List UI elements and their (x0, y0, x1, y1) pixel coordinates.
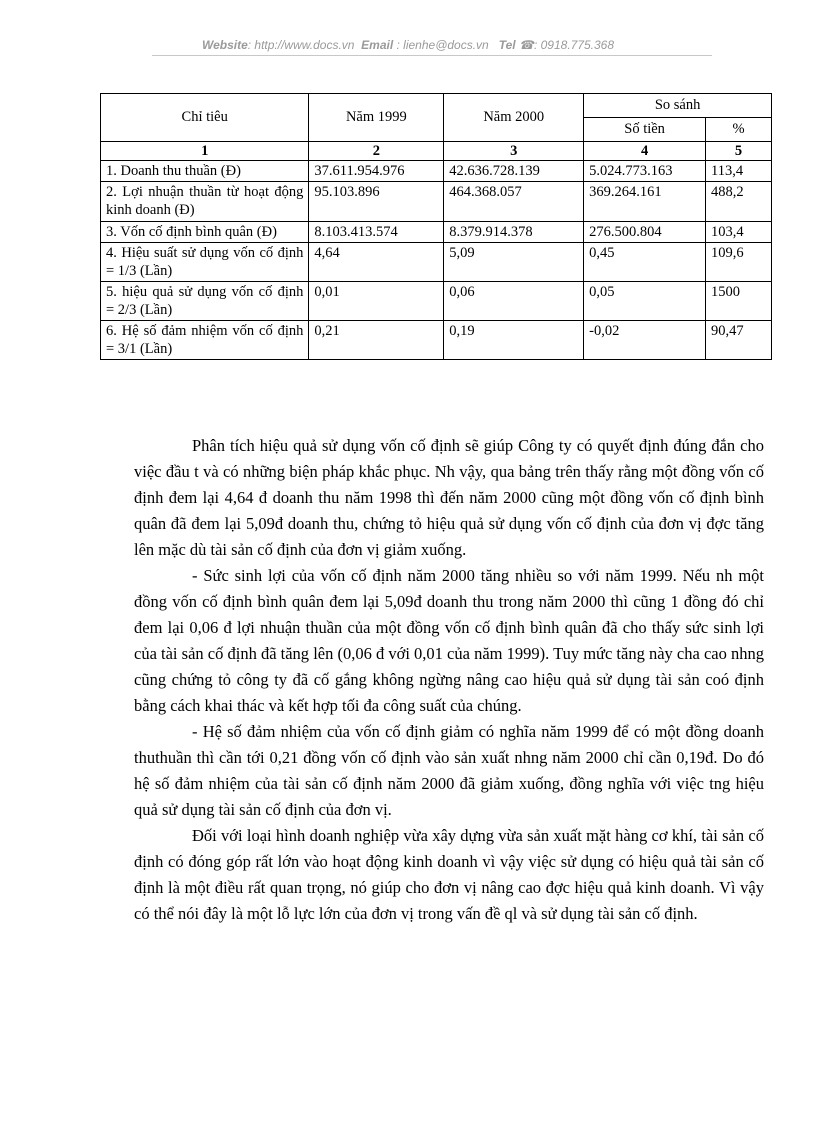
column-number: 4 (584, 142, 706, 161)
header-nam-1999: Năm 1999 (309, 94, 444, 142)
row-label: 2. Lợi nhuận thuần từ hoạt động kinh doanh (Đ) (101, 182, 309, 221)
tel-value: : 0918.775.368 (533, 38, 615, 52)
column-number: 5 (706, 142, 772, 161)
tel-label: Tel (498, 38, 516, 52)
row-label: 4. Hiệu suất sử dụng vốn cố định = 1/3 (Lần) (101, 242, 309, 281)
header-percent: % (706, 118, 772, 142)
value-2000: 8.379.914.378 (444, 221, 584, 242)
value-percent: 113,4 (706, 161, 772, 182)
row-label: 6. Hệ số đảm nhiệm vốn cố định = 3/1 (Lần) (101, 321, 309, 360)
value-percent: 109,6 (706, 242, 772, 281)
value-2000: 464.368.057 (444, 182, 584, 221)
value-diff: 0,05 (584, 281, 706, 320)
value-percent: 1500 (706, 281, 772, 320)
header-divider (152, 55, 712, 56)
paragraph: Phân tích hiệu quả sử dụng vốn cố định sẽ giúp Công ty có quyết định đúng đắn cho việc đầu t và có những biện pháp khắc phục. Nh vậy, qua bảng trên thấy rằng một đồng vốn cố định đem lại 4,64 đ doanh thu năm 1998 thì đến năm 2000 cũng một đồng vốn cố định bình quân đã đem lại 5,09đ doanh thu, chứng tỏ hiệu quả sử dụng vốn cố định của đơn vị đợc tăng lên mặc dù tài sản cố định của đơn vị giảm xuống. (134, 436, 764, 559)
value-1999: 4,64 (309, 242, 444, 281)
row-label: 1. Doanh thu thuần (Đ) (101, 161, 309, 182)
comparison-table (100, 93, 772, 360)
value-diff: 276.500.804 (584, 221, 706, 242)
header-so-sanh: So sánh (584, 94, 772, 118)
paragraph: Đối với loại hình doanh nghiệp vừa xây dựng vừa sản xuất mặt hàng cơ khí, tài sản cố định có đóng góp rất lớn vào hoạt động kinh doanh vì vậy việc sử dụng có hiệu quả tài sản cố định là một điều rất quan trọng, nó giúp cho đơn vị nâng cao đợc hiệu quả kinh doanh. Vì vậy có thể nói đây là một lỗ lực lớn của đơn vị trong vấn đề ql và sử dụng tài sản cố định. (134, 826, 764, 923)
value-2000: 0,19 (444, 321, 584, 360)
column-number: 3 (444, 142, 584, 161)
row-label: 3. Vốn cố định bình quân (Đ) (101, 221, 309, 242)
paragraph: - Hệ số đảm nhiệm của vốn cố định giảm có nghĩa năm 1999 để có một đồng doanh thuthuần thì cần tới 0,21 đồng vốn cố định vào sản xuất nhng năm 2000 chỉ cần 0,19đ. Do đó hệ số đảm nhiệm của tài sản cố định năm 2000 đã giảm xuống, đồng nghĩa với việc tng hiệu quả sử dụng tài sản cố định của đơn vị. (134, 722, 764, 819)
value-diff: 5.024.773.163 (584, 161, 706, 182)
table-row (101, 242, 772, 281)
column-number: 2 (309, 142, 444, 161)
value-diff: 0,45 (584, 242, 706, 281)
website-value: : http://www.docs.vn (247, 38, 355, 52)
table-row (101, 321, 772, 360)
value-1999: 8.103.413.574 (309, 221, 444, 242)
value-1999: 95.103.896 (309, 182, 444, 221)
website-label: Website (201, 38, 248, 52)
phone-icon: ☎ (519, 38, 534, 52)
value-percent: 103,4 (706, 221, 772, 242)
analysis-text (134, 433, 764, 927)
email-label: Email (361, 38, 394, 52)
value-2000: 42.636.728.139 (444, 161, 584, 182)
value-1999: 37.611.954.976 (309, 161, 444, 182)
value-diff: -0,02 (584, 321, 706, 360)
value-1999: 0,01 (309, 281, 444, 320)
table-row (101, 281, 772, 320)
email-value: : lienhe@docs.vn (396, 38, 489, 52)
table-row (101, 182, 772, 221)
value-1999: 0,21 (309, 321, 444, 360)
header-nam-2000: Năm 2000 (444, 94, 584, 142)
table-row (101, 161, 772, 182)
table-row (101, 221, 772, 242)
value-2000: 0,06 (444, 281, 584, 320)
column-number-row (101, 142, 772, 161)
value-percent: 90,47 (706, 321, 772, 360)
header-so-tien: Số tiền (584, 118, 706, 142)
header-chi-tieu: Chỉ tiêu (101, 94, 309, 142)
value-percent: 488,2 (706, 182, 772, 221)
row-label: 5. hiệu quả sử dụng vốn cố định = 2/3 (Lần) (101, 281, 309, 320)
value-2000: 5,09 (444, 242, 584, 281)
paragraph: - Sức sinh lợi của vốn cố định năm 2000 tăng nhiều so với năm 1999. Nếu nh một đồng vốn cố định bình quân đem lại 5,09đ doanh thu trong năm 2000 thì cũng 1 đồng đó chỉ đem lại 0,06 đ lợi nhuận thuần của một đồng vốn cố định bình quân đã cho thấy sức sinh lợi của tài sản cố định đã tăng lên (0,06 đ với 0,01 của năm 1999). Tuy mức tăng này cha cao nhng cũng chứng tỏ công ty đã cố gắng không ngừng nâng cao hiệu quả sử dụng tài sản coó định bằng cách khai thác và kết hợp tối đa công suất của chúng. (134, 566, 764, 715)
value-diff: 369.264.161 (584, 182, 706, 221)
column-number: 1 (101, 142, 309, 161)
page-header (0, 38, 816, 52)
